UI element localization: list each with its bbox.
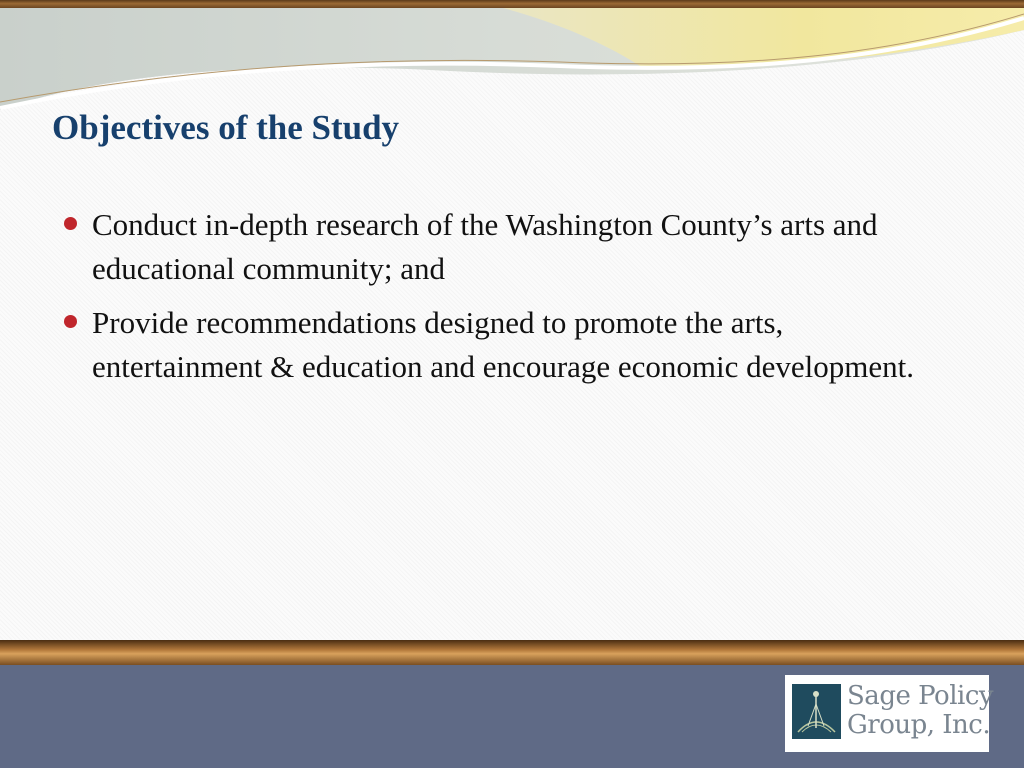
slide-title: Objectives of the Study [52,108,400,147]
bullet-item [62,203,942,291]
bullet-item [62,301,942,389]
top-border-bar [0,0,1024,8]
bullet-dot-icon [64,217,77,230]
logo-wordmark [847,682,993,740]
logo-line-1: Sage Policy [847,681,994,711]
bottom-border-bar [0,640,1024,665]
sage-logo-icon [792,684,841,739]
bullet-dot-icon [64,315,77,328]
bullet-text: Conduct in-depth research of the Washington County’s arts and educational community; and [92,207,878,286]
logo-line-2: Group, Inc. [847,710,991,740]
bullet-list [62,203,942,399]
company-logo [785,675,994,752]
bullet-text: Provide recommendations designed to promote the arts, entertainment & education and encourage economic development. [92,305,915,384]
